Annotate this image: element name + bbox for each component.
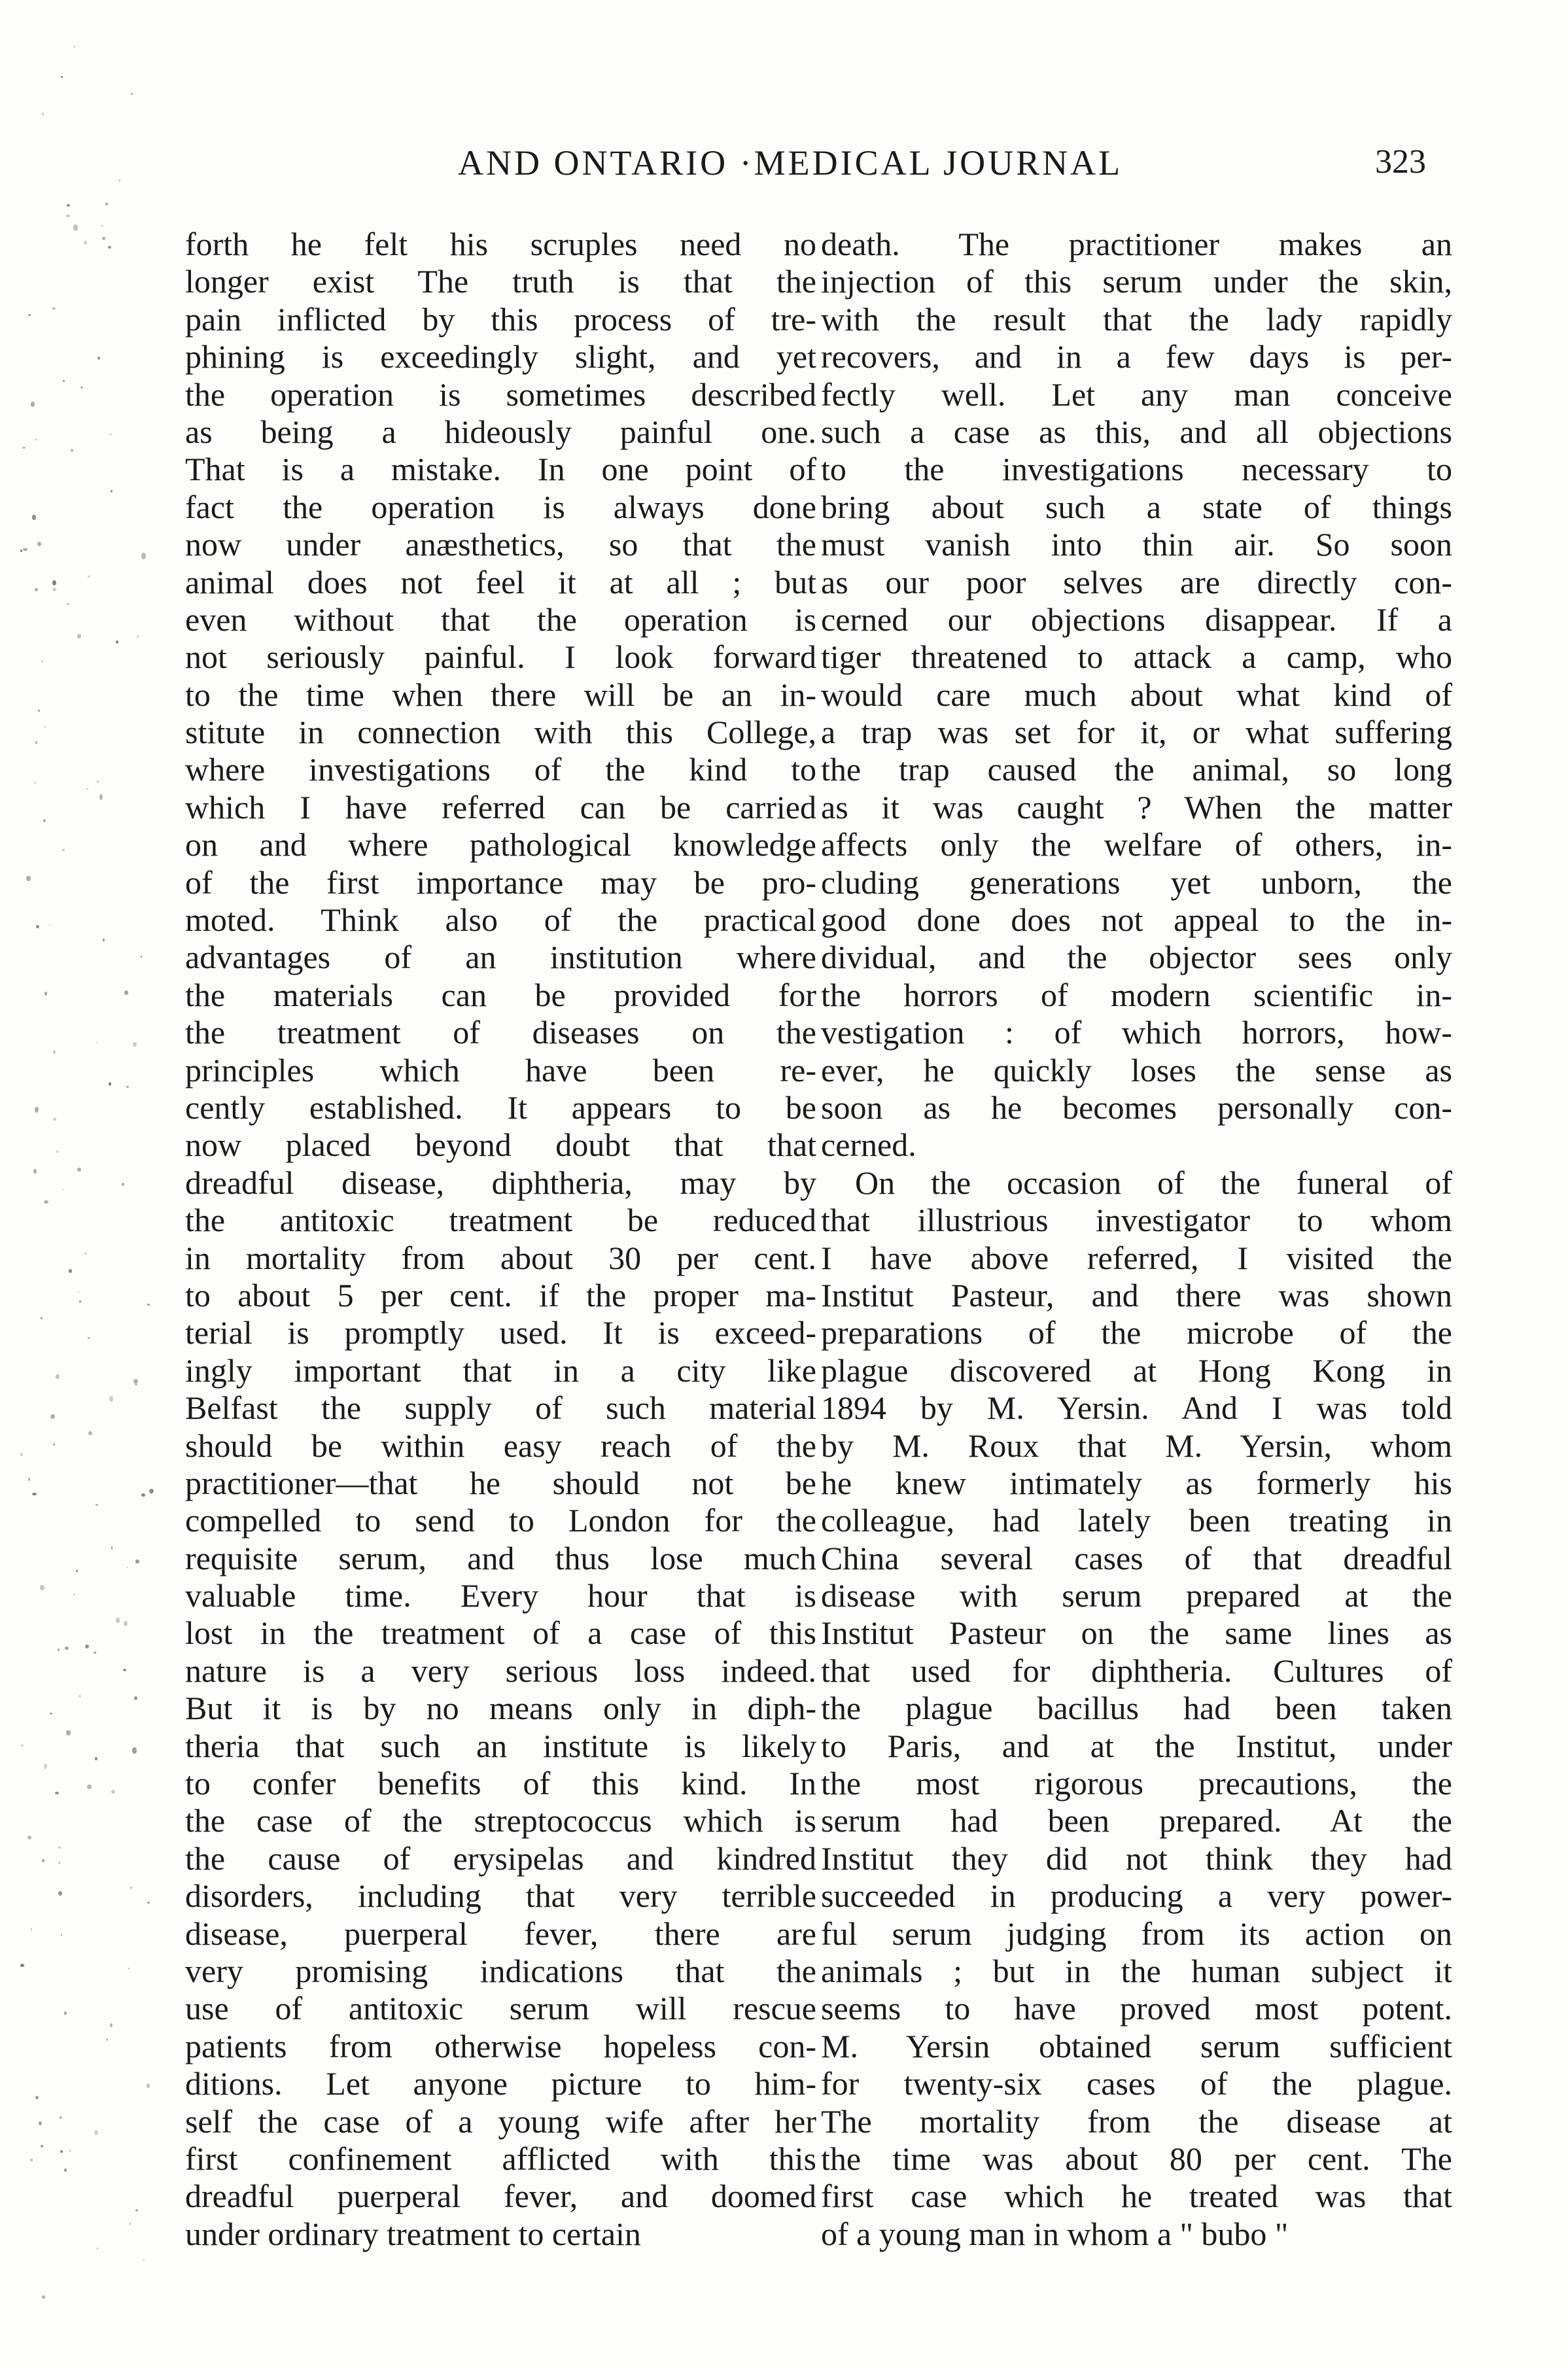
text-line: principles which have been re- — [185, 1051, 816, 1088]
text-line: first confinement afflicted with this — [185, 2140, 816, 2177]
margin-speck — [35, 2096, 39, 2099]
text-line: Institut Pasteur on the same lines as — [821, 1614, 1452, 1652]
text-line: as it was caught ? When the matter — [821, 788, 1452, 826]
margin-speck — [102, 237, 105, 240]
margin-speck — [39, 2121, 42, 2125]
right-text-column — [821, 226, 1452, 2253]
margin-speck — [111, 1790, 115, 1794]
text-line: practitioner—that he should not be — [185, 1464, 816, 1501]
margin-speck — [31, 402, 35, 407]
margin-speck — [116, 1618, 120, 1623]
margin-speck — [147, 1304, 150, 1306]
text-line: cerned our objections disappear. If a — [821, 601, 1452, 638]
margin-speck — [97, 2248, 99, 2250]
margin-speck — [32, 515, 35, 520]
margin-speck — [20, 1964, 24, 1967]
margin-speck — [88, 576, 90, 578]
text-line: fectly well. Let any man conceive — [821, 375, 1452, 413]
text-line: of a young man in whom a " bubo " — [821, 2215, 1289, 2252]
text-line: to Paris, and at the Institut, under — [821, 1727, 1452, 1764]
margin-speck — [67, 603, 69, 605]
text-line: with the result that the lady rapidly — [821, 300, 1452, 338]
margin-speck — [35, 741, 37, 744]
text-line: now placed beyond doubt that that — [185, 1126, 816, 1164]
margin-speck — [135, 2209, 137, 2212]
text-line: on and where pathological knowledge — [185, 826, 816, 863]
margin-speck — [43, 819, 46, 823]
margin-speck — [41, 661, 43, 662]
margin-speck — [53, 1118, 56, 1121]
text-line: the trap caused the animal, so long — [821, 751, 1452, 788]
margin-speck — [56, 1151, 59, 1153]
margin-speck — [41, 2145, 43, 2147]
text-line: soon as he becomes personally con- — [821, 1088, 1452, 1126]
text-line: as our poor selves are directly con- — [821, 563, 1452, 601]
text-line: disease with serum prepared at the — [821, 1577, 1452, 1614]
text-line: cluding generations yet unborn, the — [821, 863, 1452, 901]
margin-speck — [65, 1646, 69, 1650]
margin-speck — [60, 2150, 63, 2152]
margin-speck — [130, 1887, 132, 1889]
text-line: bring about such a state of things — [821, 488, 1452, 525]
margin-speck — [40, 1585, 44, 1591]
margin-speck — [131, 93, 133, 96]
margin-speck — [84, 1253, 86, 1254]
text-line: he knew intimately as formerly his — [821, 1464, 1452, 1501]
text-line: pain inflicted by this process of tre- — [185, 300, 816, 338]
text-line: to the time when there will be an in- — [185, 676, 816, 713]
text-line: injection of this serum under the skin, — [821, 263, 1452, 300]
margin-speck — [99, 794, 103, 800]
text-line: advantages of an institution where — [185, 939, 816, 976]
text-line: self the case of a young wife after her — [185, 2102, 816, 2140]
margin-speck — [96, 1042, 97, 1043]
margin-speck — [126, 1567, 128, 1568]
margin-speck — [135, 1559, 140, 1563]
text-line: 1894 by M. Yersin. And I was told — [821, 1389, 1452, 1427]
margin-speck — [147, 1902, 150, 1904]
text-line: stitute in connection with this College, — [185, 714, 816, 751]
margin-speck — [37, 542, 41, 546]
margin-speck — [134, 1696, 138, 1700]
text-line: should be within easy reach of the — [185, 1427, 816, 1464]
margin-speck — [133, 1042, 137, 1047]
text-line: by M. Roux that M. Yersin, whom — [821, 1427, 1452, 1464]
text-line: death. The practitioner makes an — [821, 226, 1452, 262]
margin-speck — [55, 1792, 59, 1794]
margin-speck — [84, 241, 87, 245]
margin-speck — [122, 1183, 124, 1186]
text-line: preparations of the microbe of the — [821, 1314, 1452, 1351]
text-line: would care much about what kind of — [821, 676, 1452, 713]
text-line: to confer benefits of this kind. In — [185, 1765, 816, 1802]
margin-speck — [61, 1934, 62, 1936]
text-line: the horrors of modern scientific in- — [821, 976, 1452, 1013]
margin-speck — [44, 1200, 48, 1204]
text-line: requisite serum, and thus lose much — [185, 1539, 816, 1576]
margin-speck — [49, 924, 51, 926]
text-line: phining is exceedingly slight, and yet — [185, 338, 816, 375]
left-text-column — [185, 226, 816, 2253]
margin-speck — [77, 1168, 82, 1172]
margin-speck — [109, 1082, 111, 1087]
margin-speck — [20, 549, 22, 552]
margin-speck — [101, 225, 103, 226]
margin-speck — [79, 1300, 80, 1302]
margin-speck — [109, 434, 112, 436]
margin-speck — [62, 849, 65, 851]
text-line: the plague bacillus had been taken — [821, 1690, 1452, 1727]
margin-speck — [95, 1757, 97, 1760]
text-line: a trap was set for it, or what suffering — [821, 714, 1452, 751]
text-line: very promising indications that the — [185, 1952, 816, 1989]
text-line: now under anæsthetics, so that the — [185, 526, 816, 563]
page-header — [183, 143, 1426, 201]
margin-speck — [61, 76, 63, 78]
text-line: where investigations of the kind to — [185, 751, 816, 788]
margin-speck — [143, 2259, 145, 2261]
margin-speck — [111, 1546, 113, 1549]
text-line: animals ; but in the human subject it — [821, 1952, 1452, 1989]
text-line: affects only the welfare of others, in- — [821, 826, 1452, 863]
margin-speck — [147, 2083, 150, 2088]
margin-speck — [78, 1291, 79, 1293]
margin-speck — [36, 925, 39, 929]
text-line: the treatment of diseases on the — [185, 1014, 816, 1051]
margin-speck — [124, 990, 128, 995]
margin-speck — [50, 1713, 52, 1715]
margin-speck — [60, 2116, 61, 2119]
margin-speck — [32, 1493, 37, 1495]
text-line: lost in the treatment of a case of this — [185, 1614, 816, 1652]
text-line: M. Yersin obtained serum sufficient — [821, 2027, 1452, 2064]
text-line: succeeded in producing a very power- — [821, 1877, 1452, 1915]
text-line: That is a mistake. In one point of — [185, 451, 816, 488]
margin-speck — [94, 2130, 98, 2135]
margin-speck — [124, 1621, 128, 1626]
margin-speck — [28, 314, 30, 317]
margin-speck — [50, 1414, 54, 1419]
margin-speck — [86, 788, 88, 790]
margin-speck — [62, 1189, 63, 1191]
margin-speck — [26, 876, 30, 881]
margin-speck — [53, 1051, 56, 1054]
margin-speck — [27, 1836, 32, 1839]
margin-speck — [31, 1928, 33, 1930]
margin-speck — [87, 1785, 92, 1790]
margin-speck — [135, 1384, 138, 1385]
margin-speck — [56, 1374, 60, 1380]
margin-speck — [52, 307, 56, 309]
margin-speck — [42, 1859, 44, 1862]
margin-speck — [44, 1764, 47, 1769]
text-line: recovers, and in a few days is per- — [821, 338, 1452, 375]
margin-speck — [41, 1317, 43, 1319]
text-line: the most rigorous precautions, the — [821, 1765, 1452, 1802]
margin-speck — [97, 781, 99, 782]
text-line: in mortality from about 30 per cent. — [185, 1239, 816, 1276]
text-line: that used for diphtheria. Cultures of — [821, 1652, 1452, 1689]
margin-speck — [22, 1745, 23, 1746]
text-line: Institut Pasteur, and there was shown — [821, 1276, 1452, 1314]
margin-speck — [76, 1570, 77, 1571]
margin-speck — [77, 634, 81, 638]
text-line: vestigation : of which horrors, how- — [821, 1014, 1452, 1051]
margin-speck — [28, 1478, 31, 1480]
margin-speck — [52, 587, 56, 591]
text-line: ditions. Let anyone picture to him- — [185, 2065, 816, 2102]
margin-speck — [66, 215, 71, 218]
margin-speck — [35, 782, 37, 784]
text-line: the time was about 80 per cent. The — [821, 2140, 1452, 2177]
margin-speck — [78, 1696, 80, 1697]
text-line: ingly important that in a city like — [185, 1351, 816, 1389]
margin-speck — [106, 2038, 109, 2041]
margin-speck — [74, 46, 76, 48]
margin-speck — [85, 1645, 89, 1649]
margin-speck — [132, 1747, 137, 1754]
margin-speck — [44, 726, 45, 727]
margin-speck — [73, 1594, 75, 1595]
margin-speck — [35, 588, 37, 591]
margin-speck — [88, 1431, 92, 1435]
text-line: dreadful puerperal fever, and doomed — [185, 2178, 816, 2215]
text-line: Belfast the supply of such material — [185, 1389, 816, 1427]
text-line: moted. Think also of the practical — [185, 901, 816, 939]
text-line: nature is a very serious loss indeed. — [185, 1652, 816, 1689]
text-line: valuable time. Every hour that is — [185, 1577, 816, 1614]
margin-speck — [80, 387, 84, 389]
text-line: cerned. — [821, 1126, 916, 1164]
text-line: disease, puerperal fever, there are — [185, 1915, 816, 1952]
text-line: even without that the operation is — [185, 601, 816, 638]
text-line: such a case as this, and all objections — [821, 413, 1452, 450]
margin-speck — [108, 246, 111, 249]
margin-speck — [73, 224, 78, 230]
text-line: ful serum judging from its action on — [821, 1915, 1452, 1952]
text-line: under ordinary treatment to certain — [185, 2215, 641, 2252]
margin-speck — [96, 1504, 98, 1506]
text-line: serum had been prepared. At the — [821, 1802, 1452, 1839]
text-line: I have above referred, I visited the — [821, 1239, 1452, 1276]
text-line: But it is by no means only in diph- — [185, 1690, 816, 1727]
text-line: first case which he treated was that — [821, 2178, 1452, 2215]
margin-speck — [123, 1669, 126, 1671]
page-number: 323 — [1375, 143, 1426, 181]
margin-speck — [137, 635, 139, 638]
text-line: fact the operation is always done — [185, 488, 816, 525]
text-line: disorders, including that very terrible — [185, 1877, 816, 1915]
text-line: the cause of erysipelas and kindred — [185, 1839, 816, 1877]
text-line: longer exist The truth is that the — [185, 263, 816, 300]
text-line: terial is promptly used. It is exceed- — [185, 1314, 816, 1351]
text-line: to the investigations necessary to — [821, 451, 1452, 488]
text-line: animal does not feel it at all ; but — [185, 563, 816, 601]
text-line: patients from otherwise hopeless con- — [185, 2027, 816, 2064]
margin-speck — [141, 1493, 145, 1497]
margin-speck — [64, 2011, 67, 2014]
margin-speck — [94, 1652, 96, 1654]
text-line: compelled to send to London for the — [185, 1502, 816, 1539]
text-line: colleague, had lately been treating in — [821, 1502, 1452, 1539]
margin-speck — [128, 1968, 130, 1969]
text-line: for twenty-six cases of the plague. — [821, 2065, 1452, 2102]
margin-speck — [141, 956, 142, 958]
text-line: the case of the streptococcus which is — [185, 1802, 816, 1839]
text-line: not seriously painful. I look forward — [185, 638, 816, 676]
text-line: theria that such an institute is likely — [185, 1727, 816, 1764]
text-line: good done does not appeal to the in- — [821, 901, 1452, 939]
margin-speck — [130, 2223, 131, 2225]
text-line: the antitoxic treatment be reduced — [185, 1202, 816, 1239]
scanned-margin-specks — [0, 0, 170, 2368]
text-line: plague discovered at Hong Kong in — [821, 1351, 1452, 1389]
margin-speck — [63, 380, 65, 383]
running-title: AND ONTARIO ·MEDICAL JOURNAL — [458, 143, 1123, 183]
margin-speck — [111, 490, 113, 493]
margin-speck — [42, 113, 44, 116]
text-line: the operation is sometimes described — [185, 375, 816, 413]
margin-speck — [110, 2023, 113, 2027]
text-line: cently established. It appears to be — [185, 1088, 816, 1126]
margin-speck — [66, 1730, 70, 1735]
margin-speck — [88, 1337, 90, 1339]
margin-speck — [52, 580, 57, 585]
margin-speck — [53, 1443, 55, 1446]
margin-speck — [141, 553, 146, 559]
text-line: dividual, and the objector sees only — [821, 939, 1452, 976]
margin-speck — [69, 1269, 72, 1272]
margin-speck — [44, 992, 47, 996]
margin-speck — [23, 548, 27, 551]
margin-speck — [42, 2295, 45, 2299]
margin-speck — [38, 710, 40, 712]
margin-speck — [97, 357, 99, 360]
margin-speck — [64, 2168, 67, 2172]
margin-speck — [30, 2159, 33, 2161]
margin-speck — [69, 2150, 71, 2151]
margin-speck — [58, 1847, 61, 1849]
margin-speck — [71, 449, 74, 451]
margin-speck — [35, 1107, 39, 1113]
text-line: seems to have proved most potent. — [821, 1990, 1452, 2027]
margin-speck — [58, 1862, 60, 1864]
text-line: dreadful disease, diphtheria, may by — [185, 1164, 816, 1201]
text-line: China several cases of that dreadful — [821, 1539, 1452, 1576]
text-line: the materials can be provided for — [185, 976, 816, 1013]
text-line: ever, he quickly loses the sense as — [821, 1051, 1452, 1088]
text-line: as being a hideously painful one. — [185, 413, 816, 450]
margin-speck — [20, 1453, 23, 1456]
text-line: that illustrious investigator to whom — [821, 1202, 1452, 1239]
text-line: On the occasion of the funeral of — [855, 1164, 1452, 1201]
margin-speck — [103, 939, 105, 941]
margin-speck — [133, 1379, 138, 1384]
margin-speck — [67, 204, 70, 207]
margin-speck — [149, 1489, 154, 1494]
text-line: Institut they did not think they had — [821, 1839, 1452, 1877]
margin-speck — [22, 447, 26, 449]
text-line: which I have referred can be carried — [185, 788, 816, 826]
margin-speck — [116, 640, 118, 644]
margin-speck — [58, 1648, 60, 1651]
margin-speck — [35, 439, 37, 441]
margin-speck — [58, 1891, 62, 1896]
text-line: The mortality from the disease at — [821, 2102, 1452, 2140]
margin-speck — [33, 1169, 36, 1173]
text-line: use of antitoxic serum will rescue — [185, 1990, 816, 2027]
text-line: forth he felt his scruples need no — [185, 226, 816, 262]
margin-speck — [118, 180, 120, 182]
text-line: tiger threatened to attack a camp, who — [821, 638, 1452, 676]
margin-speck — [105, 203, 107, 206]
margin-speck — [126, 1086, 129, 1088]
text-line: of the first importance may be pro- — [185, 863, 816, 901]
text-line: must vanish into thin air. So soon — [821, 526, 1452, 563]
margin-speck — [109, 1396, 113, 1401]
text-line: to about 5 per cent. if the proper ma- — [185, 1276, 816, 1314]
